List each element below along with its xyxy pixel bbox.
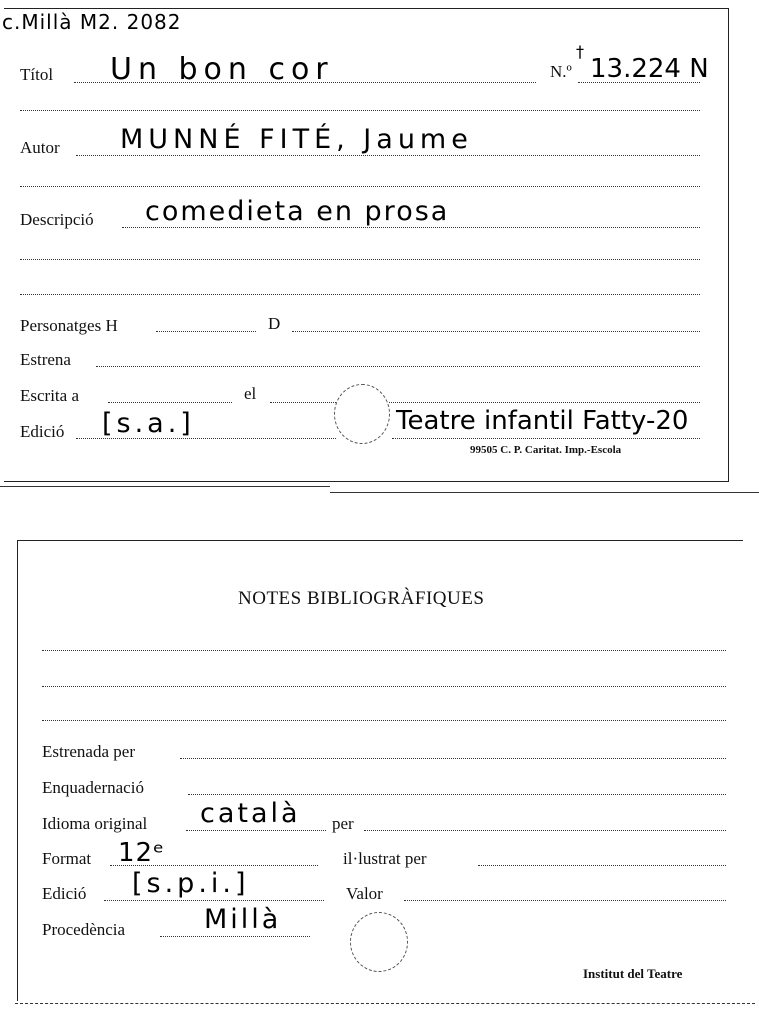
escrita-label: Escrita a [20, 386, 79, 405]
estrena-line [96, 366, 700, 367]
personatges-d-line [292, 331, 700, 332]
autor-line [76, 155, 700, 156]
blank-line [42, 720, 726, 721]
autor-value: MUNNÉ FITÉ, Jaume [120, 124, 473, 155]
edicio-value: [s.a.] [102, 408, 195, 439]
idioma-label: Idioma original [42, 814, 148, 833]
personatges-label: Personatges H [20, 316, 118, 335]
descripcio-label: Descripció [20, 210, 94, 229]
enquadernacio-line [188, 794, 726, 795]
blank-line [42, 686, 726, 687]
punch-hole [334, 384, 390, 444]
idioma-value: català [200, 798, 301, 829]
num-label: N.º [550, 62, 572, 81]
edicio2-label: Edició [42, 884, 87, 903]
edicio-label: Edició [20, 422, 65, 441]
blank-line [20, 294, 700, 295]
format-value: 12ᵉ [118, 838, 165, 868]
institution-footer: Institut del Teatre [583, 966, 683, 981]
escrita-el-label: el [244, 384, 257, 403]
procedencia-label: Procedència [42, 920, 126, 939]
descripcio-value: comedieta en prosa [145, 196, 450, 227]
enquadernacio-label: Enquadernació [42, 778, 144, 797]
card-edge [15, 1003, 755, 1004]
idioma-line [186, 830, 326, 831]
estrenada-line [180, 758, 726, 759]
procedencia-line [160, 936, 310, 937]
procedencia-value: Millà [204, 904, 282, 935]
blank-line [20, 259, 700, 260]
edicio-line-2 [392, 438, 700, 439]
estrenada-label: Estrenada per [42, 742, 135, 761]
escrita-el-line [270, 402, 700, 403]
autor-label: Autor [20, 138, 60, 157]
notes-heading: NOTES BIBLIOGRÀFIQUES [238, 588, 485, 609]
edicio2-line [104, 900, 324, 901]
punch-hole [350, 912, 408, 972]
personatges-d-label: D [268, 314, 281, 333]
valor-label: Valor [346, 884, 383, 903]
num-mark: † [576, 42, 585, 61]
corner-note: c.Millà M2. 2082 [2, 10, 182, 34]
personatges-h-line [156, 331, 256, 332]
blank-line [20, 110, 700, 111]
card-edge [0, 486, 330, 487]
num-value: 13.224 N [590, 54, 709, 84]
printer-imprint: 99505 C. P. Caritat. Imp.-Escola [470, 444, 622, 456]
estrena-label: Estrena [20, 350, 71, 369]
idioma-per-line [364, 830, 726, 831]
edicio2-value: [s.p.i.] [132, 868, 250, 899]
blank-line [20, 186, 700, 187]
illustrat-label: il·lustrat per [343, 849, 427, 868]
edicio-note: Teatre infantil Fatty-20 [396, 406, 689, 436]
titol-label: Títol [20, 65, 54, 84]
illustrat-line [478, 865, 726, 866]
valor-line [404, 900, 726, 901]
descripcio-line [122, 227, 700, 228]
blank-line [42, 650, 726, 651]
format-label: Format [42, 849, 92, 868]
escrita-line [108, 402, 232, 403]
idioma-per-label: per [332, 814, 354, 833]
titol-value: Un bon cor [110, 52, 334, 87]
card-edge [330, 492, 759, 493]
